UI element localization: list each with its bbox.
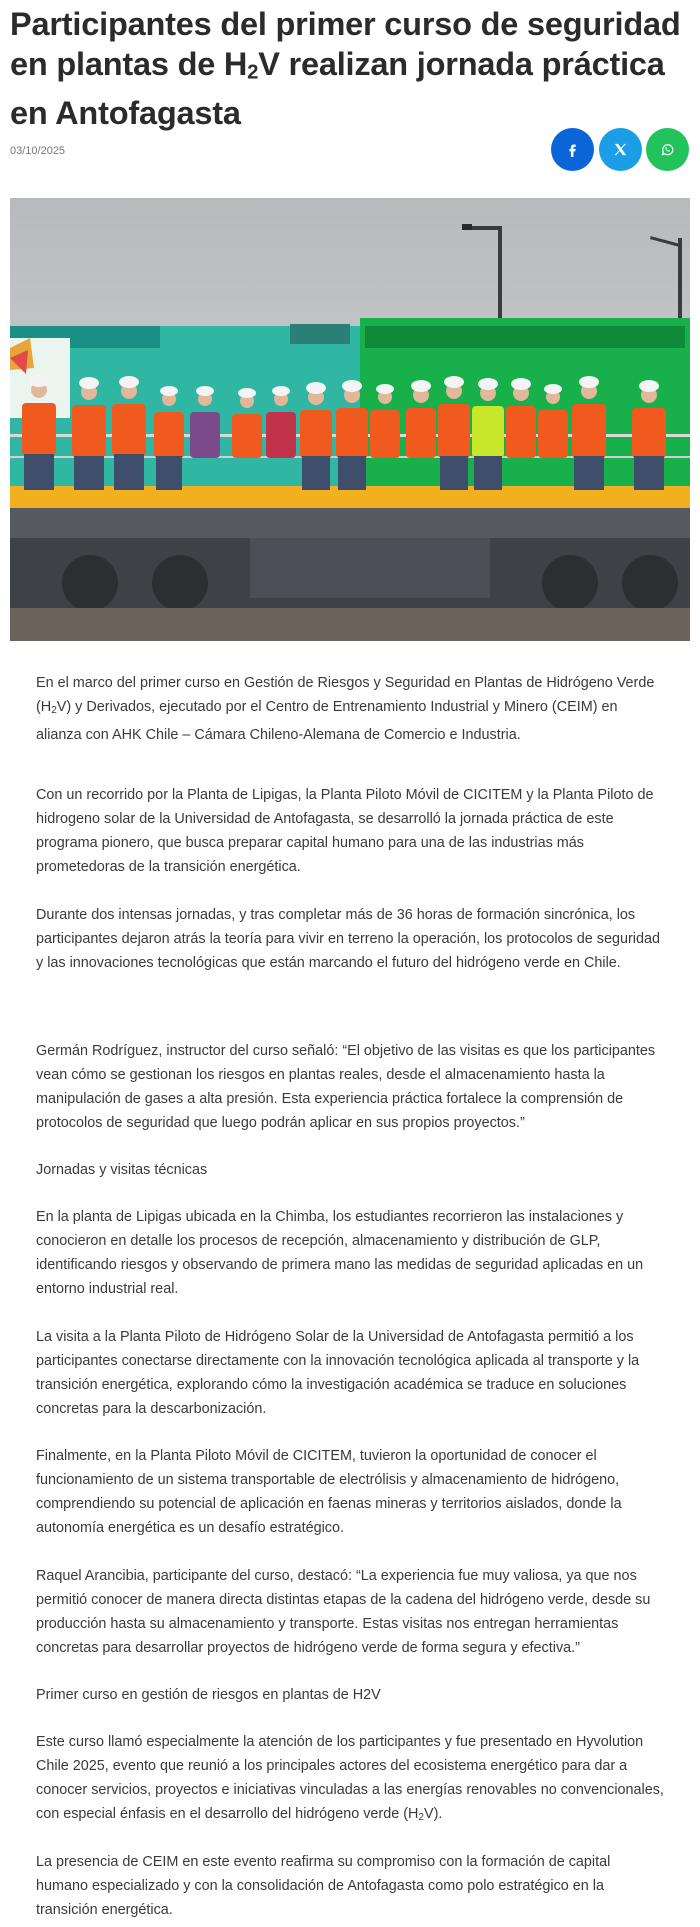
article-title [10,4,690,133]
share-whatsapp-button[interactable] [646,128,689,171]
photo-group-locomotive [10,198,690,641]
paragraph: Finalmente, en la Planta Piloto Móvil de CICITEM, tuvieron la oportunidad de conocer el funcionamiento de un sistema transportable de electrólisis y almacenamiento de hidrógeno, comprendiendo su potencial de aplicación en faenas mineras y territorios aislados, donde la autonomía energética es un desafío estratégico. [36,1448,622,1536]
paragraph: La presencia de CEIM en este evento reafirma su compromiso con la formación de capital humano especializado y con la consolidación de Antofagasta como polo estratégico en la transición energética. [36,1854,611,1918]
share-x-button[interactable] [599,128,642,171]
title-subscript: 2 [247,61,259,84]
paragraph-text: En el marco del primer curso en Gestión de Riesgos y Seguridad en Plantas de Hidrógeno Verde (H [36,675,655,715]
paragraph [36,1730,664,1830]
whatsapp-icon [660,142,675,157]
paragraph-text: V) y Derivados, ejecutado por el Centro de Entrenamiento Industrial y Minero (CEIM) en alianza con AHK Chile – Cámara Chileno-Alemana de Comercio e Industria. [36,699,618,744]
title-text-b: V realizan jornada práctica en Antofagasta [10,46,665,131]
paragraph-quote: Raquel Arancibia, participante del curso, destacó: “La experiencia fue muy valiosa, ya que nos permitió conocer de manera directa distintas etapas de la cadena del hidrógeno verde, desde su producción hasta su almacenamiento y transporte. Estas visitas nos entregan herramientas concretas para desarrollar proyectos de hidrógeno verde de forma segura y efectiva.” [36,1568,651,1656]
paragraph-text: Este curso llamó especialmente la atención de los participantes y fue presentado en Hyvolution Chile 2025, evento que reunió a los principales actores del ecosistema energético para dar a conocer servicios, proyectos e iniciativas vinculadas a las energías renovables no convencionales, con especial énfasis en el desarrollo del hidrógeno verde (H [36,1734,664,1822]
x-icon [613,142,628,157]
paragraph: Durante dos intensas jornadas, y tras completar más de 36 horas de formación sincrónica, los participantes dejaron atrás la teoría para vivir en terreno la operación, los protocolos de seguridad y las innovaciones tecnológicas que están marcando el futuro del hidrógeno verde en Chile. [36,907,660,971]
section-heading: Primer curso en gestión de riesgos en plantas de H2V [36,1687,381,1703]
subscript: 2 [418,1812,424,1824]
facebook-icon [565,142,580,157]
subscript: 2 [51,705,57,717]
paragraph-intro [36,671,664,747]
section-heading: Jornadas y visitas técnicas [36,1162,208,1178]
title-text-a: Participantes del primer curso de seguridad en plantas de H [10,6,681,82]
paragraph: Con un recorrido por la Planta de Lipigas, la Planta Piloto Móvil de CICITEM y la Planta Piloto de hidrogeno solar de la Universidad de Antofagasta, se desarrolló la jornada práctica de este programa pionero, que busca preparar capital humano para una de las industrias más prometedoras de la transición energética. [36,787,654,875]
paragraph: La visita a la Planta Piloto de Hidrógeno Solar de la Universidad de Antofagasta permitió a los participantes conectarse directamente con la innovación tecnológica aplicada al transporte y la transición energética, explorando cómo la investigación académica se traduce en soluciones concretas para la descarbonización. [36,1329,640,1417]
paragraph-text: V). [424,1806,443,1822]
publish-date: 03/10/2025 [10,145,66,157]
paragraph: En la planta de Lipigas ubicada en la Chimba, los estudiantes recorrieron las instalaciones y conocieron en detalle los procesos de recepción, almacenamiento y distribución de GLP, identificando riesgos y observando de primera mano las medidas de seguridad aplicadas en un entorno industrial real. [36,1209,644,1297]
share-facebook-button[interactable] [551,128,594,171]
paragraph-quote: Germán Rodríguez, instructor del curso señaló: “El objetivo de las visitas es que los participantes vean cómo se gestionan los riesgos en plantas reales, desde el almacenamiento hasta la manipulación de gases a alta presión. Esta experiencia práctica fortalece la comprensión de protocolos de seguridad que luego podrán aplicar en sus propios proyectos.” [36,1043,656,1131]
hero-photo [10,198,690,641]
